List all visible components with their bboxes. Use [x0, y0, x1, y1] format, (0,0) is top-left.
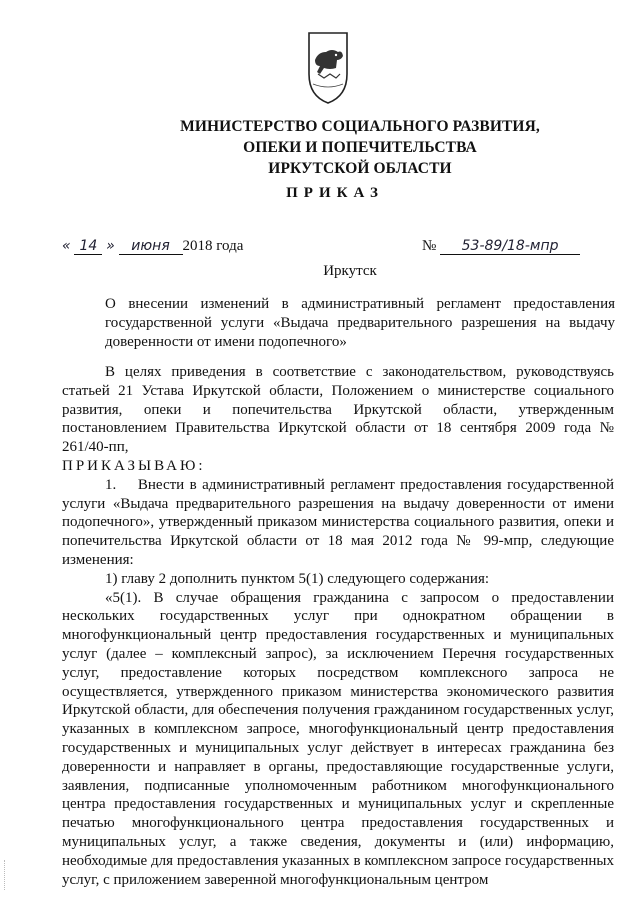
- item-1: 1. Внести в административный регламент предоставления государственной услуги «Выдача предварительного разрешения на выдачу доверенности от имени подопечного», утвержденный приказом министерства социального развития, опеки и попечительства Иркутской области от 18 мая 2012 года № 99-мпр, следующие изменения:: [62, 476, 614, 568]
- order-body: [62, 363, 614, 889]
- margin-marks: [4, 860, 11, 890]
- date-day: 14: [74, 238, 102, 255]
- ministry-header: [130, 116, 590, 179]
- clause-5-1: «5(1). В случае обращения гражданина с запросом о предоставлении нескольких государственных услуг при однократном обращении в многофункциональный центр предоставления государственных и муниципальных услуг (далее – комплексный запрос), за исключением Перечня государственных услуг, предоставление которых посредством комплексного запроса не осуществляется, утвержденного приказом министерства экономического развития Иркутской области, для обеспечения получения гражданином государственных услуг, указанных в комплексном запросе, многофункциональный центр предоставления государственных и муниципальных услуг действует в интересах гражданина без доверенности и направляет в органы, предоставляющие государственные услуги, заявления, подписанные уполномоченным работником многофункционального центра предоставления государственных и муниципальных услуг и скрепленные печатью многофункционального центра предоставления государственных и муниципальных услуг, а также сведения, документы и (или) информацию, необходимые для предоставления указанных в комплексном запросе государственных услуг, с приложением заверенной многофункциональным центром: [62, 589, 614, 888]
- subitem-1: 1) главу 2 дополнить пунктом 5(1) следующего содержания:: [105, 570, 490, 587]
- number-value: 53-89/18-мпр: [440, 238, 580, 255]
- order-title: ПРИКАЗ: [286, 185, 384, 201]
- irkutsk-coat-of-arms-icon: [306, 30, 350, 106]
- date-month: июня: [119, 238, 183, 255]
- ministry-line-2: ОПЕКИ И ПОПЕЧИТЕЛЬСТВА: [243, 139, 477, 156]
- ministry-line-1: МИНИСТЕРСТВО СОЦИАЛЬНОГО РАЗВИТИЯ,: [180, 118, 540, 135]
- city: Иркутск: [323, 263, 377, 279]
- ministry-line-3: ИРКУТСКОЙ ОБЛАСТИ: [268, 160, 452, 177]
- number-prefix: №: [422, 238, 437, 254]
- order-date: [62, 238, 243, 255]
- order-word: ПРИКАЗЫВАЮ:: [62, 457, 206, 474]
- date-open-quote: «: [62, 238, 71, 254]
- date-year: 2018 года: [182, 238, 244, 254]
- date-close-quote: »: [106, 238, 115, 254]
- preamble: В целях приведения в соответствие с законодательством, руководствуясь статьей 21 Устава Иркутской области, Положением о министерстве социального развития, опеки и попечительства Иркутской области, утвержденным постановлением Правительства Иркутской области от 18 сентября 2009 года № 261/40-пп,: [62, 364, 614, 456]
- order-subject: О внесении изменений в административный регламент предоставления государственной услуги «Выдача предварительного разрешения на выдачу доверенности от имени подопечного»: [105, 296, 615, 351]
- order-number: [422, 238, 580, 255]
